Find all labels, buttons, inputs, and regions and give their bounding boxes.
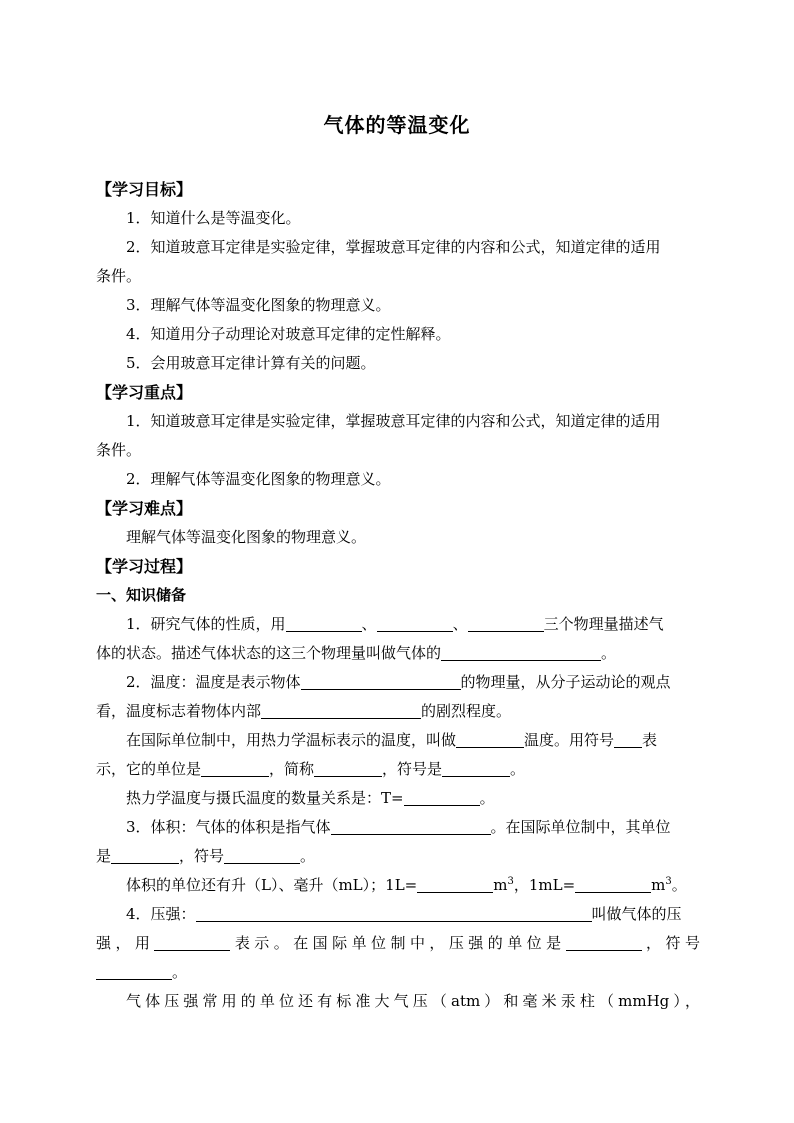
- text-fragment: 。: [172, 963, 188, 981]
- objective-item: 2．知道玻意耳定律是实验定律，掌握玻意耳定律的内容和公式，知道定律的适用: [126, 238, 661, 256]
- keypoint-item: 1．知道玻意耳定律是实验定律，掌握玻意耳定律的内容和公式，知道定律的适用: [126, 412, 661, 430]
- question-2b-line-2: [96, 755, 700, 784]
- objectives-heading: 【学习目标】: [96, 180, 193, 199]
- text-fragment: 4．压强：: [126, 905, 196, 923]
- objective-item: 3．理解气体等温变化图象的物理意义。: [126, 296, 391, 314]
- fill-blank[interactable]: [331, 818, 491, 835]
- question-4-line-2: [96, 929, 700, 958]
- fill-blank[interactable]: [261, 702, 421, 719]
- question-2-line-1: [96, 668, 700, 697]
- objective-item: 5．会用玻意耳定律计算有关的问题。: [126, 354, 376, 372]
- text-fragment: 体的状态。描述气体状态的这三个物理量叫做气体的: [96, 644, 442, 662]
- text-fragment: 1．研究气体的性质，用: [126, 615, 286, 633]
- question-4-line-3: [96, 958, 700, 987]
- text-fragment: m: [493, 876, 508, 894]
- text-fragment: 三个物理量描述气: [543, 615, 664, 633]
- fill-blank[interactable]: [96, 963, 172, 980]
- objective-item: 4．知道用分子动理论对玻意耳定律的定性解释。: [126, 325, 451, 343]
- fill-blank[interactable]: [575, 876, 651, 893]
- text-fragment: 2．温度：温度是表示物体: [126, 673, 301, 691]
- text-fragment: 。: [601, 644, 617, 662]
- text-fragment: 叫做气体的压: [591, 905, 682, 923]
- question-4-line-1: [96, 900, 700, 929]
- text-fragment: 3．体积：气体的体积是指气体: [126, 818, 331, 836]
- text-fragment: 的物理量，从分子运动论的观点: [460, 673, 671, 691]
- fill-blank[interactable]: [377, 615, 453, 632]
- question-2b-line-1: [96, 726, 700, 755]
- difficulty-text: 理解气体等温变化图象的物理意义。: [126, 528, 367, 546]
- text-fragment: 表: [642, 731, 658, 749]
- text-fragment: 看，温度标志着物体内部: [96, 702, 262, 720]
- text-fragment: 。: [671, 876, 687, 894]
- keypoint-item: 2．理解气体等温变化图象的物理意义。: [126, 470, 391, 488]
- text-fragment: ，符号是: [382, 760, 443, 778]
- keypoint-item-continued: 条件。: [96, 441, 142, 459]
- fill-blank[interactable]: [442, 760, 510, 777]
- question-1-line-2: [96, 639, 700, 668]
- text-fragment: 。在国际单位制中，其单位: [490, 818, 671, 836]
- fill-blank[interactable]: [566, 934, 642, 951]
- fill-blank[interactable]: [404, 789, 480, 806]
- keypoints-heading: 【学习重点】: [96, 383, 193, 402]
- fill-blank[interactable]: [468, 615, 544, 632]
- question-1-line-1: [96, 610, 700, 639]
- fill-blank[interactable]: [224, 847, 300, 864]
- text-fragment: 。: [300, 847, 316, 865]
- fill-blank[interactable]: [314, 760, 382, 777]
- text-fragment: 是: [96, 847, 112, 865]
- text-fragment: 的剧烈程度。: [421, 702, 512, 720]
- text-fragment: 温度。用符号: [524, 731, 615, 749]
- question-2c: [96, 784, 700, 813]
- objective-item-continued: 条件。: [96, 267, 142, 285]
- question-2-line-2: [96, 697, 700, 726]
- fill-blank[interactable]: [201, 760, 269, 777]
- question-3-line-1: [96, 813, 700, 842]
- question-3b: [96, 871, 700, 900]
- fill-blank[interactable]: [417, 876, 493, 893]
- fill-blank[interactable]: [441, 644, 601, 661]
- text-fragment: 在国际单位制中，用热力学温标表示的温度，叫做: [126, 731, 457, 749]
- text-fragment: 强，用: [96, 934, 155, 952]
- process-heading: 【学习过程】: [96, 557, 193, 576]
- question-4b: 气体压强常用的单位还有标准大气压（atm）和毫米汞柱（mmHg），: [126, 992, 700, 1010]
- text-fragment: ，1mL=: [513, 876, 576, 894]
- fill-blank[interactable]: [286, 615, 362, 632]
- fill-blank[interactable]: [196, 905, 592, 922]
- fill-blank[interactable]: [111, 847, 179, 864]
- superscript: 3: [665, 876, 672, 887]
- text-fragment: 表示。在国际单位制中，压强的单位是: [230, 934, 566, 952]
- text-fragment: m: [651, 876, 666, 894]
- text-fragment: ，符号: [641, 934, 700, 952]
- text-fragment: 、: [361, 615, 377, 633]
- page-title: 气体的等温变化: [323, 113, 471, 137]
- text-fragment: 示，它的单位是: [96, 760, 202, 778]
- text-fragment: ，符号: [179, 847, 225, 865]
- fill-blank[interactable]: [614, 731, 642, 748]
- text-fragment: 。: [510, 760, 526, 778]
- text-fragment: 。: [479, 789, 495, 807]
- text-fragment: 、: [452, 615, 468, 633]
- objective-item: 1．知道什么是等温变化。: [126, 209, 301, 227]
- fill-blank[interactable]: [456, 731, 524, 748]
- section-heading-knowledge: 一、知识储备: [96, 586, 187, 604]
- document-body: [96, 175, 700, 1016]
- fill-blank[interactable]: [301, 673, 461, 690]
- superscript: 3: [507, 876, 514, 887]
- fill-blank[interactable]: [154, 934, 230, 951]
- text-fragment: 热力学温度与摄氏温度的数量关系是：T=: [126, 789, 404, 807]
- text-fragment: 体积的单位还有升（L）、毫升（mL）；1L=: [126, 876, 418, 894]
- question-3-line-2: [96, 842, 700, 871]
- text-fragment: ，简称: [269, 760, 315, 778]
- difficulties-heading: 【学习难点】: [96, 499, 193, 518]
